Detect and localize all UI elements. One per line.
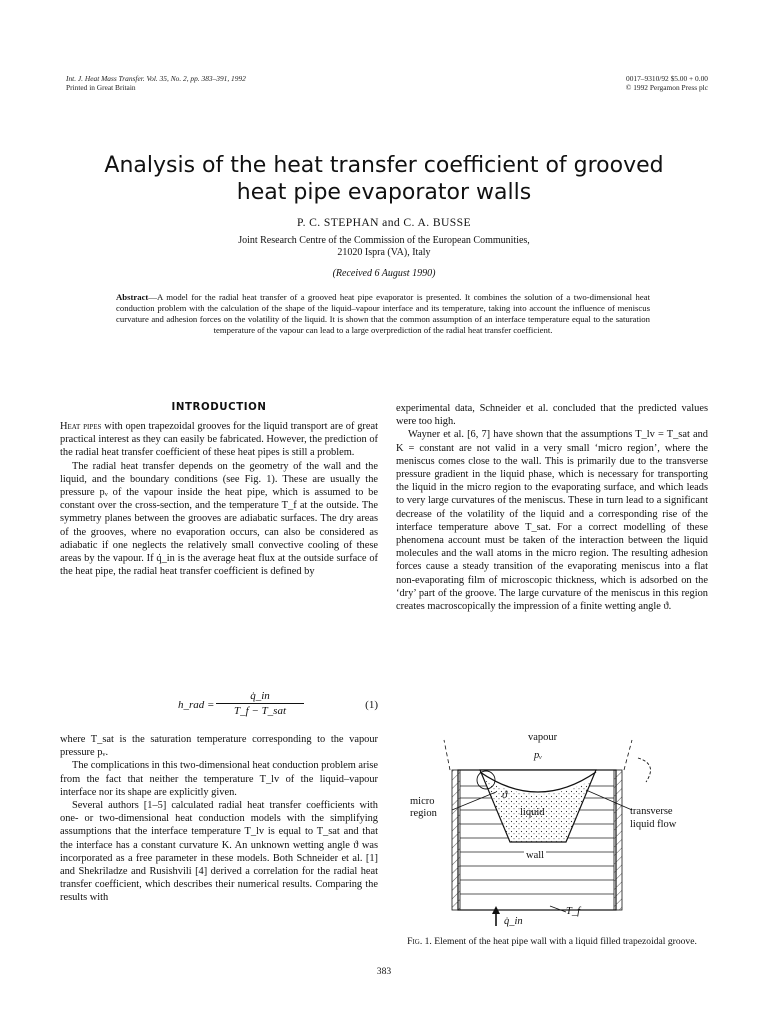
journal-header-right bbox=[626, 74, 708, 92]
intro-paragraph-2: The radial heat transfer depends on the geometry of the wall and the liquid, and the boundary conditions (see Fig. 1). These are usually the pressure pᵥ of the vapour inside the heat pipe, which is assumed to be constant over the cross-section, and the temperature T_f at the outside. The symmetry planes between the grooves are adiabatic surfaces. The dry areas of the grooves, where no evaporation occurs, can also be considered as adiabatic if one neglects the relatively small convective cooling of these areas by the vapour. If q̇_in is the average heat flux at the outside surface of the heat pipe, the radial heat transfer coefficient is defined by bbox=[60, 460, 378, 578]
title-line-1: Analysis of the heat transfer coefficient of grooved bbox=[104, 153, 664, 178]
intro-paragraph-4: The complications in this two-dimensional heat conduction problem arise from the fact that neither the temperature T_lv of the liquid–vapour interface nor its shape are explicitly given. bbox=[60, 760, 378, 798]
abstract bbox=[116, 292, 650, 336]
intro-paragraph-3: where T_sat is the saturation temperature corresponding to the vapour pressure pᵥ. bbox=[60, 734, 378, 759]
intro-paragraph-5: Several authors [1–5] calculated radial heat transfer coefficients with one- or two-dimensional heat conduction models with the simplifying assumptions that the interface temperature T_lv is equal to T_sat and that the interface has a constant curvature K. An unknown wetting angle ϑ was incorporated as a free parameter in these models. Both Schneider et al. [1] and Shekriladze and Rusishvili [4] derived a correlation for the radial heat transfer coefficient, which describes their numerical results. Comparing the results with bbox=[60, 800, 378, 904]
intro-paragraph-1 bbox=[60, 420, 378, 460]
title-line-2: heat pipe evaporator walls bbox=[236, 180, 532, 205]
right-paragraph-2: Wayner et al. [6, 7] have shown that the assumptions T_lv = T_sat and K = constant are not valid in a very small ‘micro region’, where the meniscus comes close to the wall. This is primarily due to the transverse pressure gradient in the liquid phase, which is necessary for transporting the liquid in the micro region to the evaporating surface, and which leads to very large curvatures of the meniscus. These in turn lead to a significant decrease of the volatility of the liquid and a corresponding rise of the interface temperature above T_sat. For a correct modelling of these phenomena account must be taken of the interaction between the liquid molecules and the wall atoms in the micro region. The resulting adhesion forces cause a steady transition of the evaporating meniscus into a flat non-evaporating film of microscopic thickness, which is adsorbed on the ‘dry’ part of the groove. The large curvature of the meniscus in this region creates macroscopically the impression of a finite wetting angle ϑ. bbox=[396, 429, 708, 613]
journal-citation: Int. J. Heat Mass Transfer. Vol. 35, No. 2, pp. 383–391, 1992 bbox=[66, 74, 246, 83]
affiliation-line-1: Joint Research Centre of the Commission of the European Communities, bbox=[238, 235, 530, 246]
journal-header-left bbox=[66, 74, 246, 92]
intro-smallcaps-lead: Heat pipes bbox=[60, 421, 102, 432]
section-heading-introduction: INTRODUCTION bbox=[171, 402, 267, 413]
caption-figure-number: Fig. 1. bbox=[407, 936, 432, 947]
intro-paragraph-1-text: with open trapezoidal grooves for the liquid transport are of great practical interest as they can easily be fabricated. However, the prediction of the radial heat transfer coefficient of these heat pipes is still a problem. bbox=[60, 421, 378, 459]
equation-numerator: q̇_in bbox=[250, 690, 270, 702]
transverse-flow-arrow bbox=[638, 758, 651, 782]
equation-denominator: T_f − T_sat bbox=[233, 705, 287, 717]
micro-region-label-2: region bbox=[410, 808, 437, 819]
affiliation bbox=[0, 235, 768, 259]
right-symmetry-hatch bbox=[614, 770, 622, 910]
left-column-bottom bbox=[60, 733, 378, 905]
heat-flux-label: q̇_in bbox=[504, 916, 523, 927]
transverse-label-2: liquid flow bbox=[630, 819, 677, 830]
copyright-notice: © 1992 Pergamon Press plc bbox=[625, 83, 708, 92]
right-paragraph-1: experimental data, Schneider et al. concluded that the predicted values were too high. bbox=[396, 403, 708, 428]
paper-title bbox=[40, 152, 728, 206]
abstract-text: —A model for the radial heat transfer of a grooved heat pipe evaporator is presented. It combines the solution of a two-dimensional heat conduction problem with the calculation of the shape of the liquid–vapour interface and its temperature, taking into account the influence of meniscus curvature and adhesion forces on the volatility of the liquid. It is shown that the common assumption of an interface temperature equal to the saturation temperature of the vapour can lead to a large overprediction of the radial heat transfer coefficient. bbox=[116, 292, 650, 335]
outside-temperature-label: T_f bbox=[566, 906, 581, 917]
liquid-label: liquid bbox=[520, 807, 545, 818]
equation-1 bbox=[60, 690, 378, 724]
abstract-lead: Abstract bbox=[116, 292, 149, 302]
issn-price: 0017–9310/92 $5.00 + 0.00 bbox=[626, 74, 708, 83]
transverse-label-1: transverse bbox=[630, 806, 673, 817]
affiliation-line-2: 21020 Ispra (VA), Italy bbox=[337, 247, 431, 258]
equation-fraction bbox=[216, 690, 304, 717]
left-column-top bbox=[60, 420, 378, 578]
equation-lhs: h_rad = bbox=[178, 699, 215, 711]
fraction-bar bbox=[216, 703, 304, 704]
authors: P. C. STEPHAN and C. A. BUSSE bbox=[297, 216, 471, 229]
right-column bbox=[396, 402, 708, 613]
vapour-label: vapour bbox=[528, 732, 558, 743]
equation-number: (1) bbox=[365, 699, 378, 711]
received-date: (Received 6 August 1990) bbox=[332, 268, 436, 279]
printed-location: Printed in Great Britain bbox=[66, 83, 136, 92]
figure-caption bbox=[396, 936, 708, 948]
wall-label: wall bbox=[526, 850, 545, 861]
micro-region-label-1: micro bbox=[410, 796, 435, 807]
left-symmetry-hatch bbox=[452, 770, 460, 910]
vapour-pressure-label: pᵥ bbox=[534, 750, 543, 761]
groove-diagram bbox=[400, 730, 720, 940]
figure-1 bbox=[400, 730, 720, 940]
caption-text: Element of the heat pipe wall with a liquid filled trapezoidal groove. bbox=[431, 936, 697, 947]
page-number: 383 bbox=[376, 966, 392, 977]
wetting-angle-label: ϑ bbox=[502, 790, 508, 801]
